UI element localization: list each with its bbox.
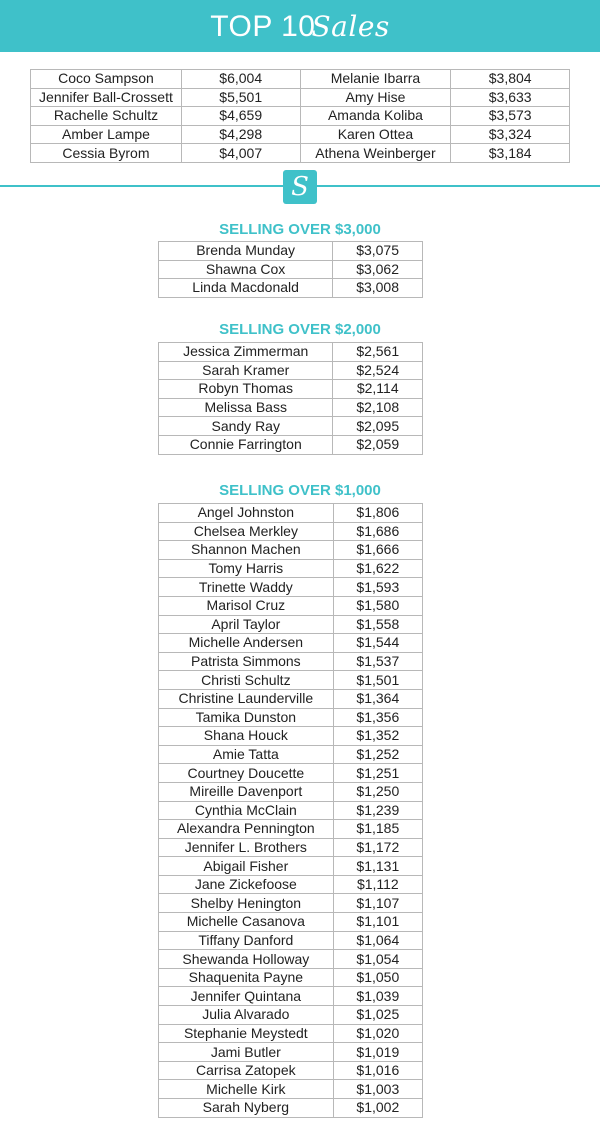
seller-name: April Taylor xyxy=(159,615,334,634)
seller-amount: $2,095 xyxy=(333,417,423,436)
seller-name: Cynthia McClain xyxy=(159,801,334,820)
seller-name: Connie Farrington xyxy=(159,435,333,454)
seller-amount: $2,561 xyxy=(333,343,423,362)
seller-name: Trinette Waddy xyxy=(159,578,334,597)
seller-amount: $4,298 xyxy=(181,125,300,144)
table-row xyxy=(159,745,423,764)
table-row xyxy=(159,801,423,820)
table-row xyxy=(159,260,423,279)
seller-name: Abigail Fisher xyxy=(159,857,334,876)
seller-name: Carrisa Zatopek xyxy=(159,1061,334,1080)
seller-name: Karen Ottea xyxy=(300,125,451,144)
logo-icon: S xyxy=(283,170,317,204)
table-row xyxy=(159,968,423,987)
seller-amount: $3,075 xyxy=(333,242,423,261)
over-1000-table xyxy=(158,503,423,1118)
table-row xyxy=(159,652,423,671)
seller-name: Jane Zickefoose xyxy=(159,875,334,894)
seller-amount: $1,016 xyxy=(333,1061,422,1080)
over-3000-body xyxy=(159,242,423,298)
seller-amount: $3,633 xyxy=(451,88,570,107)
seller-name: Brenda Munday xyxy=(159,242,333,261)
seller-amount: $1,002 xyxy=(333,1099,422,1118)
seller-amount: $1,025 xyxy=(333,1006,422,1025)
table-row xyxy=(159,820,423,839)
seller-amount: $1,185 xyxy=(333,820,422,839)
seller-name: Sandy Ray xyxy=(159,417,333,436)
seller-amount: $4,659 xyxy=(181,107,300,126)
table-row xyxy=(159,1006,423,1025)
table-row xyxy=(159,950,423,969)
seller-name: Michelle Casanova xyxy=(159,913,334,932)
table-row xyxy=(159,279,423,298)
seller-name: Tamika Dunston xyxy=(159,708,334,727)
seller-name: Jennifer Ball-Crossett xyxy=(31,88,182,107)
seller-amount: $1,356 xyxy=(333,708,422,727)
seller-amount: $1,686 xyxy=(333,522,422,541)
seller-name: Patrista Simmons xyxy=(159,652,334,671)
table-row xyxy=(159,522,423,541)
over-3000-title: SELLING OVER $3,000 xyxy=(219,221,381,238)
seller-name: Shaquenita Payne xyxy=(159,968,334,987)
table-row xyxy=(159,987,423,1006)
seller-amount: $1,112 xyxy=(333,875,422,894)
top10-row xyxy=(31,125,570,144)
header-title xyxy=(210,10,390,44)
table-row xyxy=(159,671,423,690)
seller-amount: $3,324 xyxy=(451,125,570,144)
seller-amount: $2,524 xyxy=(333,361,423,380)
seller-amount: $3,062 xyxy=(333,260,423,279)
top10-row xyxy=(31,88,570,107)
seller-name: Tomy Harris xyxy=(159,559,334,578)
table-row xyxy=(159,417,423,436)
over-1000-title: SELLING OVER $1,000 xyxy=(219,482,381,499)
seller-amount: $1,622 xyxy=(333,559,422,578)
table-row xyxy=(159,398,423,417)
seller-name: Amanda Koliba xyxy=(300,107,451,126)
seller-amount: $5,501 xyxy=(181,88,300,107)
table-row xyxy=(159,764,423,783)
seller-name: Sarah Kramer xyxy=(159,361,333,380)
table-row xyxy=(159,838,423,857)
table-row xyxy=(159,559,423,578)
seller-name: Jennifer L. Brothers xyxy=(159,838,334,857)
seller-amount: $2,108 xyxy=(333,398,423,417)
table-row xyxy=(159,1061,423,1080)
over-3000-table xyxy=(158,241,423,298)
seller-amount: $1,537 xyxy=(333,652,422,671)
seller-name: Coco Sampson xyxy=(31,70,182,89)
seller-amount: $1,501 xyxy=(333,671,422,690)
table-row xyxy=(159,1099,423,1118)
seller-amount: $1,019 xyxy=(333,1043,422,1062)
table-row xyxy=(159,1080,423,1099)
table-row xyxy=(159,435,423,454)
table-row xyxy=(159,708,423,727)
seller-amount: $1,101 xyxy=(333,913,422,932)
seller-amount: $1,039 xyxy=(333,987,422,1006)
seller-name: Jami Butler xyxy=(159,1043,334,1062)
header-title-text: TOP 10 xyxy=(210,10,316,43)
seller-amount: $1,364 xyxy=(333,689,422,708)
seller-amount: $4,007 xyxy=(181,144,300,163)
table-row xyxy=(159,913,423,932)
seller-amount: $1,250 xyxy=(333,782,422,801)
seller-amount: $1,593 xyxy=(333,578,422,597)
seller-name: Shawna Cox xyxy=(159,260,333,279)
table-row xyxy=(159,361,423,380)
top10-row xyxy=(31,144,570,163)
seller-name: Melanie Ibarra xyxy=(300,70,451,89)
seller-amount: $1,544 xyxy=(333,634,422,653)
seller-name: Michelle Kirk xyxy=(159,1080,334,1099)
seller-name: Angel Johnston xyxy=(159,504,334,523)
seller-amount: $2,059 xyxy=(333,435,423,454)
header-banner xyxy=(0,0,600,52)
seller-amount: $3,804 xyxy=(451,70,570,89)
top10-table xyxy=(30,69,570,163)
seller-name: Jessica Zimmerman xyxy=(159,343,333,362)
table-row xyxy=(159,727,423,746)
table-row xyxy=(159,343,423,362)
table-row xyxy=(159,782,423,801)
table-row xyxy=(159,615,423,634)
table-row xyxy=(159,596,423,615)
seller-amount: $1,239 xyxy=(333,801,422,820)
table-row xyxy=(159,857,423,876)
top10-body xyxy=(31,70,570,163)
seller-amount: $1,064 xyxy=(333,931,422,950)
seller-name: Marisol Cruz xyxy=(159,596,334,615)
table-row xyxy=(159,1043,423,1062)
seller-name: Sarah Nyberg xyxy=(159,1099,334,1118)
seller-amount: $3,184 xyxy=(451,144,570,163)
table-row xyxy=(159,634,423,653)
seller-amount: $1,172 xyxy=(333,838,422,857)
seller-amount: $1,666 xyxy=(333,541,422,560)
seller-amount: $1,003 xyxy=(333,1080,422,1099)
seller-name: Tiffany Danford xyxy=(159,931,334,950)
over-2000-body xyxy=(159,343,423,455)
seller-name: Robyn Thomas xyxy=(159,380,333,399)
seller-name: Shelby Henington xyxy=(159,894,334,913)
seller-name: Amie Tatta xyxy=(159,745,334,764)
seller-amount: $1,050 xyxy=(333,968,422,987)
seller-name: Mireille Davenport xyxy=(159,782,334,801)
table-row xyxy=(159,380,423,399)
seller-name: Stephanie Meystedt xyxy=(159,1024,334,1043)
seller-name: Amber Lampe xyxy=(31,125,182,144)
seller-name: Shana Houck xyxy=(159,727,334,746)
seller-amount: $1,020 xyxy=(333,1024,422,1043)
seller-amount: $2,114 xyxy=(333,380,423,399)
seller-amount: $6,004 xyxy=(181,70,300,89)
seller-amount: $1,054 xyxy=(333,950,422,969)
seller-name: Shewanda Holloway xyxy=(159,950,334,969)
table-row xyxy=(159,242,423,261)
seller-name: Jennifer Quintana xyxy=(159,987,334,1006)
seller-name: Christine Launderville xyxy=(159,689,334,708)
top10-row xyxy=(31,70,570,89)
seller-name: Rachelle Schultz xyxy=(31,107,182,126)
seller-amount: $3,573 xyxy=(451,107,570,126)
seller-amount: $1,107 xyxy=(333,894,422,913)
seller-amount: $1,352 xyxy=(333,727,422,746)
seller-amount: $1,251 xyxy=(333,764,422,783)
seller-name: Julia Alvarado xyxy=(159,1006,334,1025)
table-row xyxy=(159,541,423,560)
seller-name: Courtney Doucette xyxy=(159,764,334,783)
over-2000-table xyxy=(158,342,423,455)
seller-name: Amy Hise xyxy=(300,88,451,107)
seller-name: Michelle Andersen xyxy=(159,634,334,653)
seller-name: Athena Weinberger xyxy=(300,144,451,163)
seller-name: Christi Schultz xyxy=(159,671,334,690)
seller-amount: $3,008 xyxy=(333,279,423,298)
seller-amount: $1,806 xyxy=(333,504,422,523)
table-row xyxy=(159,504,423,523)
over-1000-body xyxy=(159,504,423,1118)
header-title-script: Sales xyxy=(311,10,390,43)
seller-name: Melissa Bass xyxy=(159,398,333,417)
seller-amount: $1,580 xyxy=(333,596,422,615)
seller-amount: $1,558 xyxy=(333,615,422,634)
seller-amount: $1,252 xyxy=(333,745,422,764)
seller-name: Linda Macdonald xyxy=(159,279,333,298)
seller-name: Cessia Byrom xyxy=(31,144,182,163)
seller-name: Shannon Machen xyxy=(159,541,334,560)
seller-name: Alexandra Pennington xyxy=(159,820,334,839)
table-row xyxy=(159,689,423,708)
over-2000-title: SELLING OVER $2,000 xyxy=(219,321,381,338)
table-row xyxy=(159,931,423,950)
table-row xyxy=(159,1024,423,1043)
seller-name: Chelsea Merkley xyxy=(159,522,334,541)
table-row xyxy=(159,578,423,597)
table-row xyxy=(159,894,423,913)
seller-amount: $1,131 xyxy=(333,857,422,876)
table-row xyxy=(159,875,423,894)
top10-row xyxy=(31,107,570,126)
